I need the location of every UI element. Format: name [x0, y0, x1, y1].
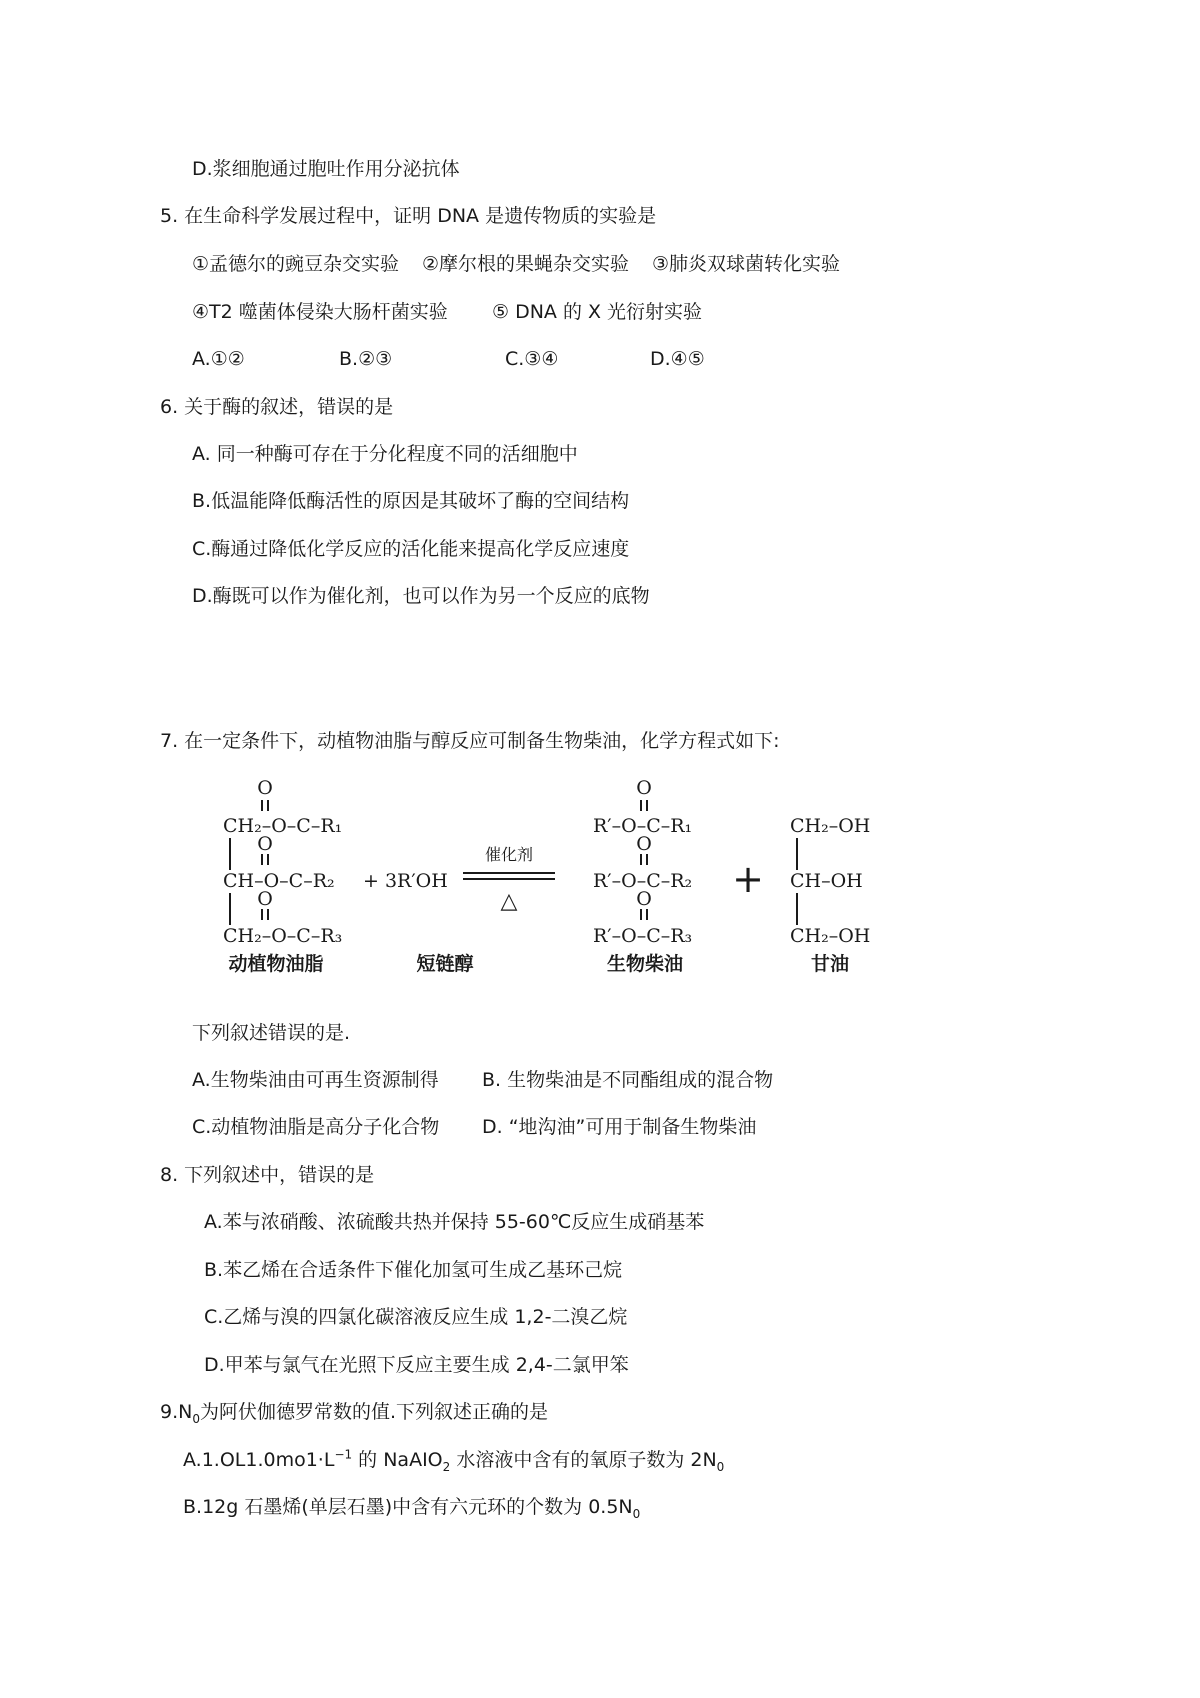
triglyceride-row-2: CH–O–C–R₂ — [223, 870, 335, 892]
caption-biodiesel: 生物柴油 — [606, 953, 684, 975]
glycerol-structure — [790, 815, 870, 947]
q6-option-b: B.低温能降低酶活性的原因是其破坏了酶的空间结构 — [192, 490, 630, 512]
transesterification-equation-figure — [163, 770, 945, 985]
q5-item-1: ①孟德尔的豌豆杂交实验 — [192, 253, 400, 275]
carbonyl-oxygen-3: O — [257, 888, 273, 910]
q7-sub-stem: 下列叙述错误的是. — [192, 1022, 351, 1044]
heat-symbol: △ — [500, 889, 518, 914]
q6-stem: 6. 关于酶的叙述，错误的是 — [160, 396, 394, 418]
q7-option-a: A.生物柴油由可再生资源制得 — [192, 1069, 439, 1091]
triglyceride-row-1: CH₂–O–C–R₁ — [223, 815, 343, 837]
q5-item-3: ③肺炎双球菌转化实验 — [652, 253, 841, 275]
carbonyl-oxygen-1: O — [257, 777, 273, 799]
q7-options-row-2 — [192, 1115, 756, 1139]
q9-stem: $9.N_0$为阿伏伽德罗常数的值.下列叙述正确的是 — [160, 1401, 549, 1426]
q8-option-b: B.苯乙烯在合适条件下催化加氢可生成乙基环己烷 — [204, 1259, 623, 1281]
triglyceride-structure — [223, 777, 342, 947]
triglyceride-row-3: CH₂–O–C–R₃ — [223, 925, 343, 947]
q5-item-4: ④T2 噬菌体侵染大肠杆菌实验 — [192, 301, 448, 323]
q7-stem: 7. 在一定条件下，动植物油脂与醇反应可制备生物柴油，化学方程式如下: — [160, 730, 780, 752]
q5-item-2: ②摩尔根的果蝇杂交实验 — [422, 253, 630, 275]
q5-item-5: ⑤ DNA 的 X 光衍射实验 — [492, 301, 703, 323]
q7-option-d: D. “地沟油”可用于制备生物柴油 — [482, 1116, 757, 1138]
q8-option-c: C.乙烯与溴的四氯化碳溶液反应生成 1,2-二溴乙烷 — [204, 1306, 628, 1328]
biodiesel-oxygen-2: O — [636, 833, 652, 855]
q4-option-d: D.浆细胞通过胞吐作用分泌抗体 — [192, 158, 460, 180]
biodiesel-oxygen-3: O — [636, 888, 652, 910]
q6-option-a: A. 同一种酶可存在于分化程度不同的活细胞中 — [192, 443, 578, 465]
carbonyl-oxygen-2: O — [257, 833, 273, 855]
q5-option-d: D.④⑤ — [650, 348, 705, 370]
q9-option-a: $A.1.OL1.0mo1\cdot L^{-1}$ 的 NaAIO$_2$ 水溶液中含有的氧原子数为 $2N_0$ — [183, 1447, 725, 1474]
q5-option-c: C.③④ — [505, 348, 559, 370]
short-chain-alcohol-formula: + 3R′OH — [363, 870, 448, 892]
q8-option-d: D.甲苯与氯气在光照下反应主要生成 2,4-二氯甲笨 — [204, 1354, 629, 1376]
biodiesel-row-1: R′–O–C–R₁ — [593, 815, 693, 837]
q7-option-b: B. 生物柴油是不同酯组成的混合物 — [482, 1069, 774, 1091]
q5-stem: 5. 在生命科学发展过程中，证明 DNA 是遗传物质的实验是 — [160, 205, 657, 227]
q6-option-c: C.酶通过降低化学反应的活化能来提高化学反应速度 — [192, 538, 630, 560]
glycerol-row-1: CH₂–OH — [790, 815, 871, 837]
q7-options-row-1 — [192, 1068, 773, 1092]
q8-stem: 8. 下列叙述中，错误的是 — [160, 1164, 375, 1186]
q6-option-d: D.酶既可以作为催化剂，也可以作为另一个反应的底物 — [192, 585, 650, 607]
q7-option-c: C.动植物油脂是高分子化合物 — [192, 1116, 440, 1138]
q8-option-a: A.苯与浓硝酸、浓硫酸共热并保持 55-60℃反应生成硝基苯 — [204, 1211, 705, 1233]
q5-items-line1 — [192, 252, 840, 276]
biodiesel-row-3: R′–O–C–R₃ — [593, 925, 693, 947]
caption-glycerol: 甘油 — [810, 953, 850, 975]
plus-sign: + — [732, 857, 764, 901]
caption-alcohol: 短链醇 — [416, 953, 474, 975]
caption-oil: 动植物油脂 — [228, 953, 324, 975]
q5-options — [192, 347, 705, 371]
q5-items-line2 — [192, 300, 702, 324]
q5-option-b: B.②③ — [339, 348, 393, 370]
q9-option-b: B.12g 石墨烯(单层石墨)中含有六元环的个数为 $0.5N_0$ — [183, 1496, 641, 1521]
glycerol-row-2: CH–OH — [790, 870, 863, 892]
q5-option-a: A.①② — [192, 348, 245, 370]
biodiesel-oxygen-1: O — [636, 777, 652, 799]
catalyst-label: 催化剂 — [484, 845, 534, 864]
glycerol-row-3: CH₂–OH — [790, 925, 871, 947]
biodiesel-row-2: R′–O–C–R₂ — [593, 870, 693, 892]
biodiesel-structure — [593, 777, 692, 947]
